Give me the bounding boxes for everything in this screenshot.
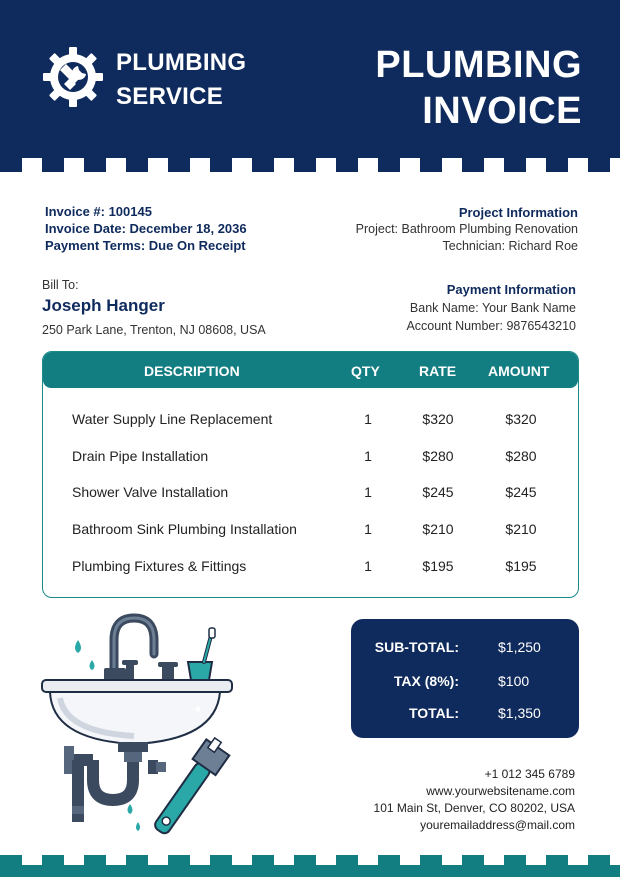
client-address: 250 Park Lane, Trenton, NJ 08608, USA bbox=[42, 323, 266, 337]
contact-info bbox=[374, 766, 575, 834]
brand-name bbox=[116, 46, 246, 114]
item-amount: $280 bbox=[505, 448, 537, 464]
contact-website: www.yourwebsitename.com bbox=[426, 784, 575, 798]
item-amount: $245 bbox=[505, 484, 537, 500]
item-amount: $195 bbox=[505, 558, 537, 574]
brand-line-2: SERVICE bbox=[116, 83, 224, 110]
contact-phone: +1 012 345 6789 bbox=[484, 767, 575, 781]
project-heading: Project Information bbox=[458, 205, 578, 220]
tax-label: TAX (8%): bbox=[393, 673, 459, 689]
item-description: Water Supply Line Replacement bbox=[72, 411, 273, 427]
item-qty: 1 bbox=[364, 484, 372, 500]
item-qty: 1 bbox=[364, 558, 372, 574]
invoice-date: Invoice Date: December 18, 2036 bbox=[45, 221, 247, 236]
item-amount: $320 bbox=[505, 411, 537, 427]
invoice-number: Invoice #: 100145 bbox=[45, 204, 152, 219]
item-amount: $210 bbox=[505, 521, 537, 537]
line-items-table bbox=[42, 351, 579, 598]
bill-to bbox=[42, 277, 266, 339]
contact-address: 101 Main St, Denver, CO 80202, USA bbox=[373, 801, 575, 815]
tax-value: $100 bbox=[498, 673, 530, 689]
item-rate: $210 bbox=[422, 521, 454, 537]
item-rate: $280 bbox=[422, 448, 454, 464]
header-tooth-border bbox=[0, 158, 620, 172]
subtotal-label: SUB-TOTAL: bbox=[374, 639, 459, 655]
table-row bbox=[43, 484, 578, 504]
total-row bbox=[351, 705, 579, 725]
header-rate: RATE bbox=[419, 363, 457, 379]
table-row bbox=[43, 448, 578, 468]
client-name: Joseph Hanger bbox=[42, 296, 165, 315]
header-amount: AMOUNT bbox=[488, 363, 550, 379]
table-row bbox=[43, 558, 578, 578]
footer-tooth-border bbox=[0, 855, 620, 877]
header-description: DESCRIPTION bbox=[144, 363, 240, 379]
project-information bbox=[356, 204, 578, 255]
title-line-1: PLUMBING bbox=[375, 44, 582, 86]
bank-name: Bank Name: Your Bank Name bbox=[409, 301, 576, 315]
invoice-title bbox=[375, 42, 582, 134]
table-row bbox=[43, 411, 578, 431]
total-label: TOTAL: bbox=[408, 705, 459, 721]
total-value: $1,350 bbox=[498, 705, 541, 721]
item-rate: $195 bbox=[422, 558, 454, 574]
technician-name: Technician: Richard Roe bbox=[442, 239, 578, 253]
table-row bbox=[43, 521, 578, 541]
item-rate: $320 bbox=[422, 411, 454, 427]
totals-box bbox=[351, 619, 579, 738]
sink-plumbing-illustration-icon bbox=[38, 610, 238, 850]
gear-wrench-logo-icon bbox=[40, 44, 106, 110]
subtotal-row bbox=[351, 639, 579, 659]
item-rate: $245 bbox=[422, 484, 454, 500]
contact-email: youremailaddress@mail.com bbox=[420, 818, 575, 832]
item-description: Drain Pipe Installation bbox=[72, 448, 209, 464]
subtotal-value: $1,250 bbox=[498, 639, 541, 655]
item-qty: 1 bbox=[364, 448, 372, 464]
table-header bbox=[43, 352, 578, 388]
item-description: Shower Valve Installation bbox=[72, 484, 229, 500]
item-description: Plumbing Fixtures & Fittings bbox=[72, 558, 247, 574]
project-name: Project: Bathroom Plumbing Renovation bbox=[355, 222, 578, 236]
invoice-meta bbox=[45, 203, 247, 254]
tax-row bbox=[351, 673, 579, 693]
item-description: Bathroom Sink Plumbing Installation bbox=[72, 521, 297, 537]
bill-to-label: Bill To: bbox=[42, 278, 79, 292]
header-qty: QTY bbox=[351, 363, 380, 379]
brand-line-1: PLUMBING bbox=[116, 49, 247, 76]
payment-heading: Payment Information bbox=[446, 282, 576, 297]
account-number: Account Number: 9876543210 bbox=[406, 319, 576, 333]
title-line-2: INVOICE bbox=[422, 90, 582, 132]
item-qty: 1 bbox=[364, 521, 372, 537]
payment-information bbox=[406, 281, 576, 335]
payment-terms: Payment Terms: Due On Receipt bbox=[45, 238, 246, 253]
item-qty: 1 bbox=[364, 411, 372, 427]
